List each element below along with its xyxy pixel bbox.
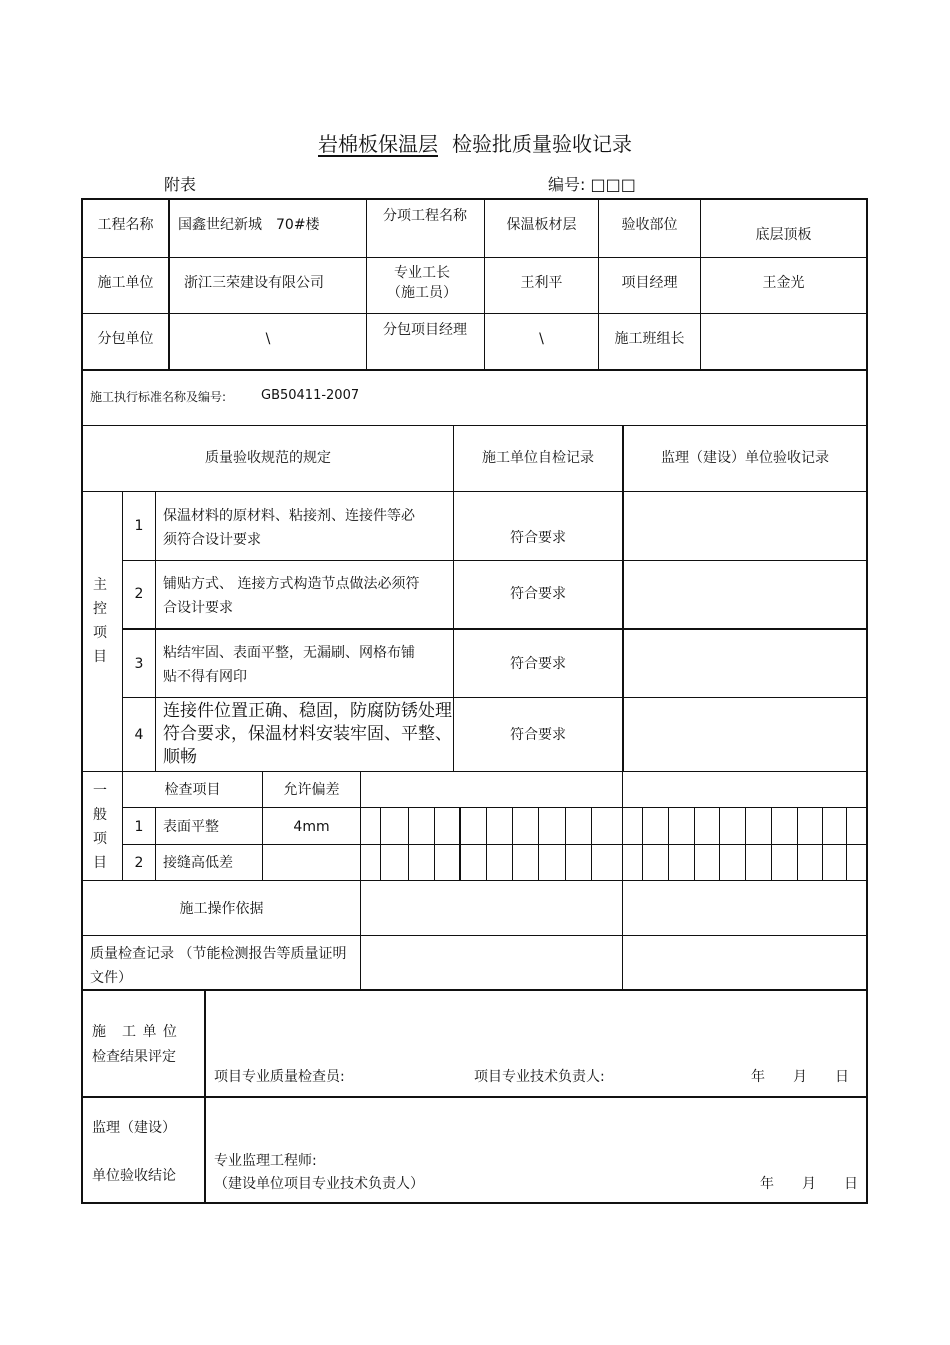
foreman-label: 专业工长（施工员） [387, 265, 457, 301]
quality-record-label: 质量检查记录 （节能检测报告等质量证明文件） [90, 946, 347, 986]
subcontractor-value: \ [265, 331, 271, 347]
main-item-result: 符合要求 [510, 530, 566, 546]
supervision-eval-label-1: 监理（建设） [92, 1120, 176, 1136]
sub-pm-value: \ [539, 331, 544, 347]
foreman-value: 王利平 [520, 275, 563, 291]
accept-part-value: 底层顶板 [755, 227, 812, 243]
main-item-result: 符合要求 [510, 727, 566, 743]
serial-number: 编号: □□□ [548, 175, 636, 194]
page-title [0, 128, 950, 157]
main-item-text: 粘结牢固、表面平整，无漏刷、网格布铺贴不得有网印 [163, 645, 415, 685]
main-item-no: 1 [134, 518, 144, 534]
title-main: 岩棉板保温层 [318, 132, 438, 156]
main-item-text: 铺贴方式、 连接方式构造节点做法必须符合设计要求 [163, 576, 420, 616]
main-item-result: 符合要求 [510, 586, 566, 602]
owner-tech-lead-label: （建设单位项目专业技术负责人） [214, 1176, 424, 1192]
supervision-eval-label-2: 单位验收结论 [92, 1168, 176, 1184]
subitem-value: 保温板材层 [506, 217, 577, 233]
standard-code: GB50411-2007 [261, 388, 360, 403]
main-item-result: 符合要求 [510, 656, 566, 672]
pm-label: 项目经理 [621, 275, 678, 291]
general-item-no: 1 [134, 819, 144, 835]
main-item-no: 4 [134, 727, 144, 743]
sub-pm-label: 分包项目经理 [383, 322, 467, 338]
project-name-value: 国鑫世纪新城 70#楼 [178, 217, 320, 233]
contractor-label: 施工单位 [97, 275, 154, 291]
general-items-label: 一般项目 [93, 783, 107, 871]
appendix-label: 附表 [164, 175, 197, 194]
accept-part-label: 验收部位 [621, 217, 678, 233]
contractor-value: 浙江三荣建设有限公司 [184, 275, 324, 291]
check-item-header: 检查项目 [164, 782, 221, 798]
general-item-name: 表面平整 [163, 819, 219, 835]
general-item-tolerance: 4mm [293, 819, 330, 835]
team-leader-label: 施工班组长 [614, 331, 685, 347]
supervision-engineer-label: 专业监理工程师: [214, 1153, 317, 1169]
main-items-label: 主控项目 [93, 577, 107, 665]
column-self-check: 施工单位自检记录 [482, 450, 594, 466]
operation-basis-label: 施工操作依据 [179, 901, 264, 917]
column-spec: 质量验收规范的规定 [205, 450, 331, 466]
pm-value: 王金光 [762, 275, 805, 291]
general-item-name: 接缝高低差 [163, 855, 233, 871]
subitem-label: 分项工程名称 [383, 208, 467, 224]
contractor-eval-label-2: 检查结果评定 [92, 1049, 176, 1065]
column-supervision: 监理（建设）单位验收记录 [661, 450, 829, 466]
main-item-no: 2 [134, 586, 144, 602]
main-item-text: 连接件位置正确、稳固，防腐防锈处理符合要求，保温材料安装牢固、平整、顺畅 [163, 701, 452, 767]
general-item-no: 2 [134, 855, 144, 871]
tech-lead-label: 项目专业技术负责人: [474, 1069, 605, 1085]
supervision-eval-date: 年 月 日 [760, 1176, 858, 1192]
main-item-no: 3 [134, 656, 144, 672]
contractor-eval-date: 年 月 日 [751, 1069, 849, 1085]
tolerance-header: 允许偏差 [283, 782, 340, 798]
subcontractor-label: 分包单位 [97, 331, 154, 347]
project-name-label: 工程名称 [97, 217, 154, 233]
title-sub: 检验批质量验收记录 [452, 132, 632, 156]
standard-label: 施工执行标准名称及编号: [90, 390, 227, 404]
contractor-eval-label-1: 施 工 单 位 [92, 1024, 178, 1040]
main-item-text: 保温材料的原材料、粘接剂、连接件等必须符合设计要求 [163, 508, 415, 548]
quality-inspector-label: 项目专业质量检查员: [214, 1069, 345, 1085]
